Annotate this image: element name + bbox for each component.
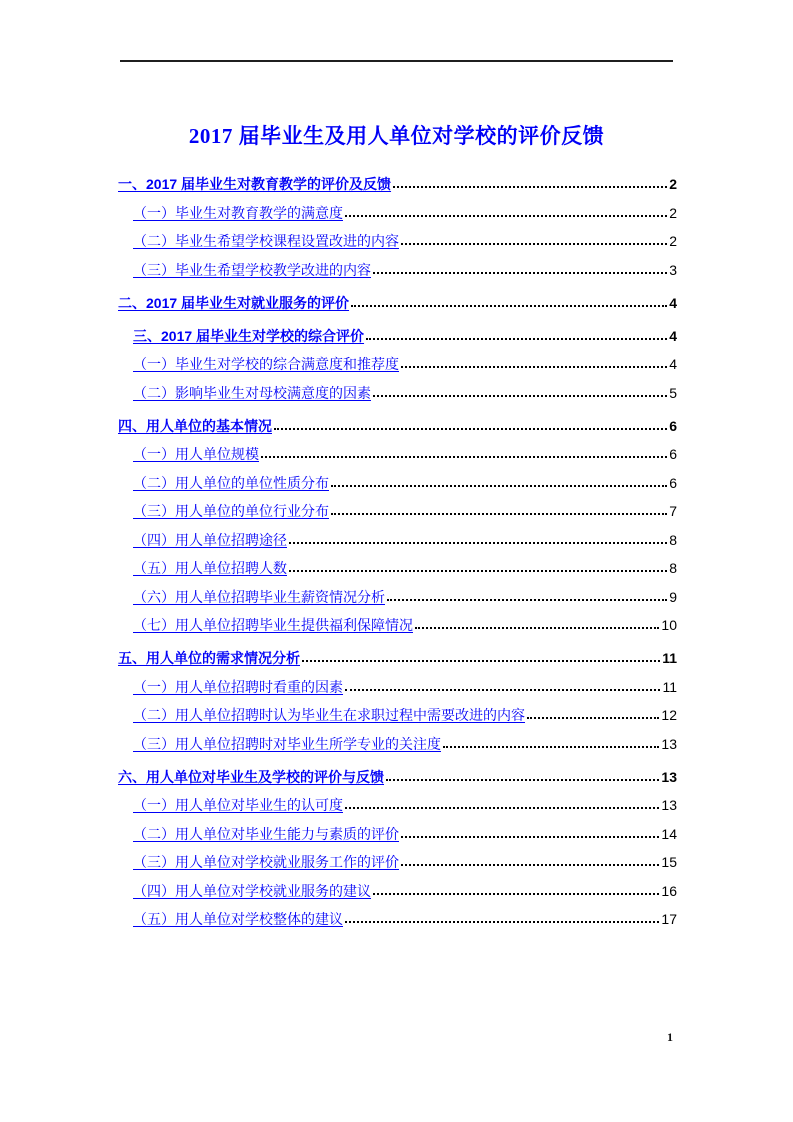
- toc-entry[interactable]: [118, 650, 677, 666]
- toc-leader-dots: [401, 836, 659, 838]
- table-of-contents: [118, 176, 677, 940]
- toc-entry[interactable]: [118, 797, 677, 813]
- toc-page-number: 6: [669, 446, 677, 462]
- toc-entry[interactable]: [118, 560, 677, 576]
- toc-entry-label: （一）用人单位对毕业生的认可度: [133, 797, 343, 813]
- toc-leader-dots: [373, 395, 667, 397]
- toc-leader-dots: [373, 893, 659, 895]
- toc-entry-label: （三）用人单位对学校就业服务工作的评价: [133, 854, 399, 870]
- toc-entry-label: 五、用人单位的需求情况分析: [118, 650, 300, 666]
- toc-leader-dots: [274, 428, 667, 430]
- toc-entry-label: （二）影响毕业生对母校满意度的因素: [133, 384, 371, 401]
- toc-page-number: 16: [661, 882, 677, 899]
- toc-leader-dots: [302, 660, 660, 662]
- toc-leader-dots: [401, 243, 667, 245]
- toc-entry-label: 三、2017 届毕业生对学校的综合评价: [133, 327, 365, 344]
- toc-entry-label: （一）用人单位规模: [133, 446, 259, 462]
- toc-page-number: 2: [669, 176, 677, 192]
- toc-page-number: 7: [669, 503, 677, 519]
- toc-leader-dots: [345, 215, 667, 217]
- toc-leader-dots: [351, 305, 667, 307]
- toc-entry-label: （四）用人单位招聘途径: [133, 531, 287, 548]
- toc-entry[interactable]: [118, 233, 677, 249]
- toc-entry[interactable]: [118, 385, 677, 401]
- toc-leader-dots: [366, 338, 667, 340]
- toc-entry-label: （二）用人单位的单位性质分布: [133, 474, 329, 491]
- toc-page-number: 12: [661, 707, 677, 723]
- toc-entry[interactable]: [118, 295, 677, 311]
- toc-entry-label: 二、2017 届毕业生对就业服务的评价: [118, 294, 350, 311]
- toc-entry[interactable]: [118, 883, 677, 899]
- toc-leader-dots: [289, 570, 667, 572]
- toc-entry[interactable]: [118, 446, 677, 462]
- toc-entry-label: 六、用人单位对毕业生及学校的评价与反馈: [118, 768, 384, 785]
- toc-entry-label: 一、2017 届毕业生对教育教学的评价及反馈: [118, 176, 392, 192]
- toc-page-number: 3: [669, 261, 677, 278]
- toc-page-number: 13: [661, 797, 677, 813]
- toc-page-number: 14: [661, 825, 677, 842]
- toc-entry-label: （一）用人单位招聘时看重的因素: [133, 678, 343, 695]
- toc-entry[interactable]: [118, 679, 677, 695]
- toc-entry[interactable]: [118, 589, 677, 605]
- toc-page-number: 8: [669, 560, 677, 576]
- toc-entry[interactable]: [118, 532, 677, 548]
- toc-page-number: 6: [669, 474, 677, 491]
- toc-entry[interactable]: [118, 707, 677, 723]
- toc-entry-label: （二）用人单位招聘时认为毕业生在求职过程中需要改进的内容: [133, 707, 525, 723]
- toc-page-number: 11: [662, 650, 677, 666]
- toc-entry-label: （三）用人单位招聘时对毕业生所学专业的关注度: [133, 735, 441, 752]
- toc-leader-dots: [345, 689, 660, 691]
- toc-entry[interactable]: [118, 418, 677, 434]
- toc-leader-dots: [261, 456, 667, 458]
- toc-entry[interactable]: [118, 854, 677, 870]
- toc-leader-dots: [401, 366, 667, 368]
- toc-entry-label: （五）用人单位招聘人数: [133, 560, 287, 576]
- toc-entry-label: （四）用人单位对学校就业服务的建议: [133, 882, 371, 899]
- toc-entry-label: （三）用人单位的单位行业分布: [133, 503, 329, 519]
- toc-page-number: 17: [661, 911, 677, 927]
- toc-page-number: 5: [669, 384, 677, 401]
- toc-entry[interactable]: [118, 475, 677, 491]
- toc-entry[interactable]: [118, 911, 677, 927]
- toc-page-number: 11: [662, 678, 677, 695]
- page-title: 2017 届毕业生及用人单位对学校的评价反馈: [188, 124, 605, 148]
- page-number: 1: [667, 1030, 673, 1044]
- toc-leader-dots: [345, 807, 659, 809]
- toc-leader-dots: [331, 513, 667, 515]
- toc-leader-dots: [393, 186, 667, 188]
- toc-entry-label: （二）毕业生希望学校课程设置改进的内容: [133, 233, 399, 249]
- toc-entry[interactable]: [118, 503, 677, 519]
- toc-entry[interactable]: [118, 205, 677, 221]
- toc-leader-dots: [401, 864, 659, 866]
- toc-leader-dots: [345, 921, 659, 923]
- toc-page-number: 8: [669, 531, 677, 548]
- toc-entry-label: （一）毕业生对学校的综合满意度和推荐度: [133, 356, 399, 372]
- toc-page-number: 4: [669, 356, 677, 372]
- toc-entry[interactable]: [118, 262, 677, 278]
- toc-page-number: 2: [669, 204, 677, 221]
- header-rule: [120, 60, 673, 62]
- toc-entry-label: 四、用人单位的基本情况: [118, 417, 272, 434]
- toc-entry-label: （二）用人单位对毕业生能力与素质的评价: [133, 825, 399, 842]
- toc-page-number: 10: [661, 617, 677, 633]
- toc-leader-dots: [415, 627, 659, 629]
- toc-page-number: 13: [661, 768, 677, 785]
- toc-entry-label: （五）用人单位对学校整体的建议: [133, 911, 343, 927]
- toc-leader-dots: [443, 746, 659, 748]
- toc-leader-dots: [387, 599, 667, 601]
- toc-leader-dots: [331, 485, 667, 487]
- toc-entry[interactable]: [118, 617, 677, 633]
- toc-entry-label: （一）毕业生对教育教学的满意度: [133, 204, 343, 221]
- toc-entry[interactable]: [118, 769, 677, 785]
- toc-page-number: 4: [669, 327, 677, 344]
- toc-entry[interactable]: [118, 328, 677, 344]
- toc-leader-dots: [373, 272, 667, 274]
- toc-entry[interactable]: [118, 736, 677, 752]
- toc-page-number: 15: [661, 854, 677, 870]
- toc-leader-dots: [527, 717, 659, 719]
- toc-entry[interactable]: [118, 356, 677, 372]
- toc-entry[interactable]: [118, 176, 677, 192]
- toc-page-number: 2: [669, 233, 677, 249]
- toc-leader-dots: [289, 542, 667, 544]
- toc-entry-label: （六）用人单位招聘毕业生薪资情况分析: [133, 588, 385, 605]
- toc-page-number: 6: [669, 417, 677, 434]
- toc-entry-label: （三）毕业生希望学校教学改进的内容: [133, 261, 371, 278]
- toc-page-number: 13: [661, 735, 677, 752]
- toc-entry-label: （七）用人单位招聘毕业生提供福利保障情况: [133, 617, 413, 633]
- toc-entry[interactable]: [118, 826, 677, 842]
- toc-leader-dots: [386, 779, 659, 781]
- toc-page-number: 4: [669, 294, 677, 311]
- toc-page-number: 9: [669, 588, 677, 605]
